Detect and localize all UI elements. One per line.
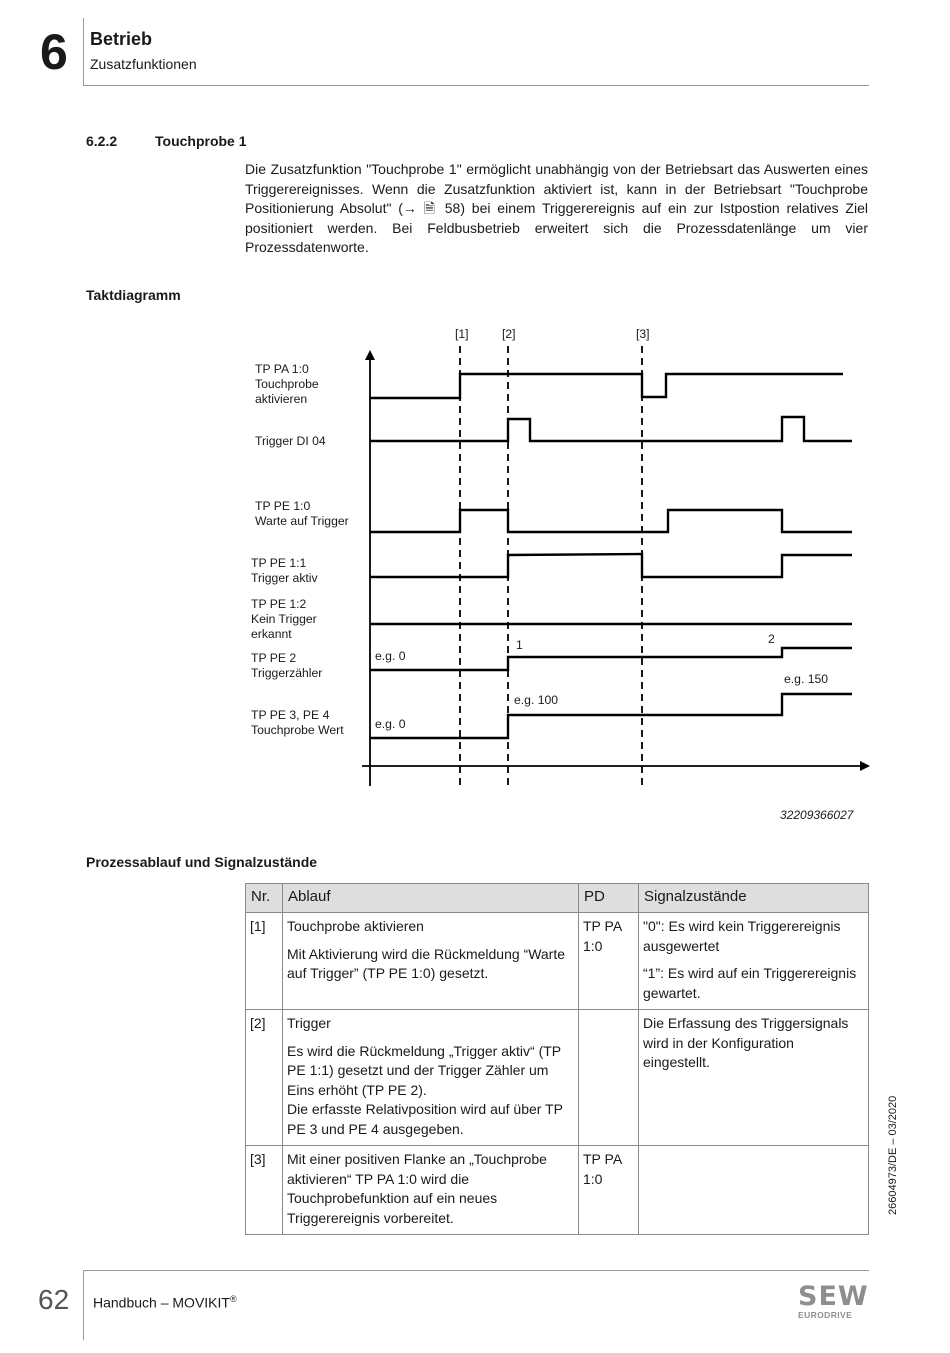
footer-rule bbox=[83, 1270, 869, 1271]
annotation-value-first: e.g. 100 bbox=[514, 693, 559, 707]
annotation-counter-start: e.g. 0 bbox=[375, 649, 406, 663]
table-row bbox=[246, 913, 869, 1010]
cell-pd bbox=[579, 1010, 639, 1146]
footer-divider bbox=[83, 1270, 84, 1340]
document-number: 26604973/DE – 03/2020 bbox=[887, 1095, 899, 1215]
cell-ablauf: Touchprobe aktivieren Mit Aktivierung wird die Rückmeldung “Warte auf Trigger” (TP PE 1:0) gesetzt. bbox=[283, 913, 579, 1010]
marker-label-2: [2] bbox=[502, 327, 516, 341]
y-axis-arrow bbox=[365, 350, 375, 360]
header-rule bbox=[83, 85, 869, 86]
cell-pd: TP PA 1:0 bbox=[579, 913, 639, 1010]
signal-label-trigger-di04: Trigger DI 04 bbox=[255, 434, 326, 448]
header-divider bbox=[83, 18, 84, 86]
signal-label-tp-pe-1-2: TP PE 1:2 Kein Trigger erkannt bbox=[251, 597, 317, 641]
signal-label-tp-pe-3-4: TP PE 3, PE 4 Touchprobe Wert bbox=[251, 708, 344, 737]
marker-label-1: [1] bbox=[455, 327, 469, 341]
timing-diagram bbox=[240, 320, 880, 810]
table-heading: Prozessablauf und Signalzustände bbox=[86, 854, 318, 870]
chapter-title: Betrieb bbox=[90, 29, 153, 49]
table-row bbox=[246, 1146, 869, 1235]
signal-tp-pe-1-0 bbox=[370, 510, 852, 532]
sew-eurodrive-logo: SEW EURODRIVE bbox=[798, 1281, 869, 1320]
section-number: 6.2.2 bbox=[86, 133, 118, 149]
x-axis-arrow bbox=[860, 761, 870, 771]
signal-label-tp-pe-2: TP PE 2 Triggerzähler bbox=[251, 651, 323, 680]
signal-tp-pe-3-4 bbox=[370, 694, 852, 738]
annotation-counter-first: 1 bbox=[516, 638, 523, 652]
table-header-row bbox=[246, 884, 869, 913]
annotation-value-second: e.g. 150 bbox=[784, 672, 829, 686]
cell-ablauf: Mit einer positiven Flanke an „Touchprobe aktivieren“ TP PA 1:0 wird die Touchprobefunktion auf ein neues Triggerereignis vorbereitet. bbox=[283, 1146, 579, 1235]
signal-trigger-di04 bbox=[370, 417, 852, 441]
cell-signal bbox=[639, 1146, 869, 1235]
signal-label-tp-pa-1-0: TP PA 1:0 Touchprobe aktivieren bbox=[255, 362, 319, 406]
page-number: 62 bbox=[38, 1284, 70, 1315]
marker-label-3: [3] bbox=[636, 327, 650, 341]
chapter-number: 6 bbox=[40, 24, 68, 80]
section-title: Touchprobe 1 bbox=[155, 133, 247, 149]
cell-signal: Die Erfassung des Triggersignals wird in der Konfiguration eingestellt. bbox=[639, 1010, 869, 1146]
cell-nr: [1] bbox=[246, 913, 283, 1010]
column-header-nr: Nr. bbox=[246, 884, 283, 913]
cell-ablauf: Trigger Es wird die Rückmeldung „Trigger aktiv“ (TP PE 1:1) gesetzt und der Trigger Zähler um Eins erhöht (TP PE 2). Die erfasste Relativposition wird auf über TP PE 3 und PE 4 ausgegeben. bbox=[283, 1010, 579, 1146]
signal-label-tp-pe-1-0: TP PE 1:0 Warte auf Trigger bbox=[255, 499, 349, 528]
table-row bbox=[246, 1010, 869, 1146]
column-header-ablauf: Ablauf bbox=[283, 884, 579, 913]
cell-pd: TP PA 1:0 bbox=[579, 1146, 639, 1235]
signal-tp-pe-2 bbox=[370, 648, 852, 670]
signal-tp-pa-1-0 bbox=[370, 374, 843, 398]
footer-manual-title: Handbuch – MOVIKIT® bbox=[93, 1294, 237, 1311]
annotation-counter-second: 2 bbox=[768, 632, 775, 646]
intro-paragraph: Die Zusatzfunktion "Touchprobe 1" ermöglicht unabhängig von der Betriebsart das Auswerten eines Triggerereignisses. Wenn die Zusatzfunktion aktiviert ist, kann in der Betriebsart "Touchprobe Positionierung Absolut" (→ 🗎 58) bei einem Triggerereignis auf ein zur Istpostion relatives Ziel positioniert werden. Bei Feldbusbetrieb erweitert sich die Prozessdatenlänge um vier Prozessdatenworte. bbox=[245, 161, 868, 256]
signal-label-tp-pe-1-1: TP PE 1:1 Trigger aktiv bbox=[251, 556, 318, 585]
process-table bbox=[245, 883, 869, 1235]
signal-tp-pe-1-1 bbox=[370, 554, 852, 577]
cell-signal: "0": Es wird kein Triggerereignis ausgewertet “1”: Es wird auf ein Triggerereignis gewartet. bbox=[639, 913, 869, 1010]
diagram-heading: Taktdiagramm bbox=[86, 287, 181, 303]
figure-id: 32209366027 bbox=[780, 808, 854, 822]
chapter-subtitle: Zusatzfunktionen bbox=[90, 56, 197, 72]
cell-nr: [2] bbox=[246, 1010, 283, 1146]
column-header-pd: PD bbox=[579, 884, 639, 913]
cell-nr: [3] bbox=[246, 1146, 283, 1235]
annotation-value-start: e.g. 0 bbox=[375, 717, 406, 731]
column-header-signalzustaende: Signalzustände bbox=[639, 884, 869, 913]
